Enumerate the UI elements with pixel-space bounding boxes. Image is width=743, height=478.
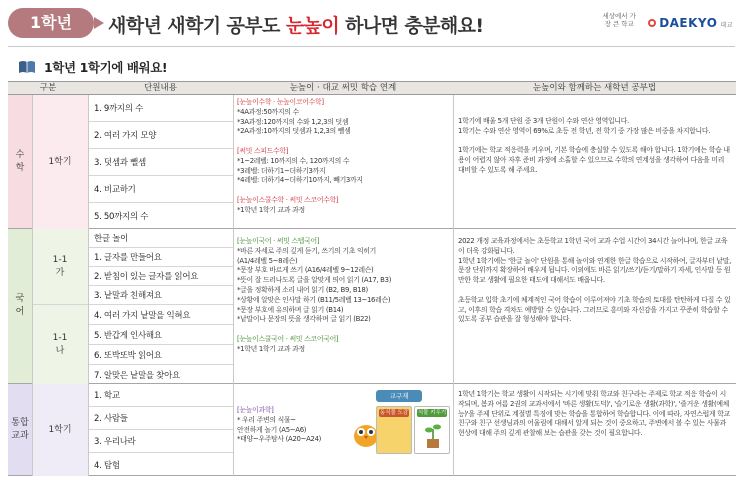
unit-item: 3. 우리나라 bbox=[88, 430, 233, 453]
headline-post: 하나면 충분해요! bbox=[339, 15, 484, 37]
category-label: 통합 교과 bbox=[11, 417, 29, 441]
col-header-category: 구분 bbox=[39, 83, 57, 93]
link-line: *상황에 알맞은 인사말 하기 (B11/5레벨 13~16레슨) bbox=[237, 295, 391, 304]
brand-logos bbox=[601, 10, 733, 36]
headline-pre: 새학년 새학기 공부도 bbox=[108, 15, 286, 37]
link-line: *3레벨: 더하기1~더하기3까지 bbox=[237, 166, 326, 175]
book-label: 식물 키우기 bbox=[417, 410, 447, 416]
spacer bbox=[458, 286, 732, 296]
book-icon bbox=[18, 60, 36, 74]
unit-item: 6. 또박또박 읽어요 bbox=[88, 345, 233, 365]
unit-item: 5. 50까지의 수 bbox=[94, 212, 149, 222]
section-heading bbox=[18, 58, 167, 76]
link-line: *태양~우주탐사 (A20~A24) bbox=[237, 435, 322, 444]
link-line: *1학년 1학기 교과 과정 bbox=[237, 344, 305, 353]
unit-item: 4. 비교하기 bbox=[88, 176, 233, 203]
unit-item: 2. 여러 가지 모양 bbox=[88, 122, 233, 149]
teaching-aids bbox=[352, 390, 448, 470]
integrated-section bbox=[8, 384, 736, 476]
method-paragraph: 1학기에 배울 5개 단원 중 3개 단원이 수와 연산 영역입니다. bbox=[458, 117, 629, 125]
method-paragraph: 1학년 1학기는 학교 생활이 시작되는 시기에 맞춰 학교와 친구라는 주제로 학교 적응 학습이 시작되며, 봄과 여름 2권의 교과서에서 '바른 생활(도덕)', '슬기로운 생활(과학)', '즐거운 생활(예체능)'을 주제 단위로 계절별 특징에 맞는 학습을 통합하여 학습합니다. 이에 따라, 자연스럽게 학교 친구와 친구 선생님과의 어울림에 대해서 알게 되는 것이 중요하고, 주변에서 볼 수 있는 사물과 현상에 대해 주의 깊게 관찰해 보는 습관을 갖는 것이 필요합니다. bbox=[458, 390, 730, 438]
link-line: * 우리 주변의 식물~ bbox=[237, 415, 296, 424]
semester-korean-b: 1-1 나 bbox=[32, 305, 88, 384]
link-line: *3A과정:120까지의 수와 1,2,3의 덧셈 bbox=[237, 117, 349, 126]
link-line: *바른 자세로 주의 깊게 듣기, 쓰기의 기초 익히기 bbox=[237, 246, 377, 255]
table-header-row bbox=[8, 81, 736, 95]
spacer bbox=[237, 137, 453, 147]
unit-item: 4. 여러 가지 낱말을 익혀요 bbox=[88, 305, 233, 325]
school-logo: 세상에서 가장 큰 학교 bbox=[602, 12, 636, 28]
unit-item: 7. 알맞은 낱말을 찾아요 bbox=[94, 370, 180, 381]
semester-math: 1학기 bbox=[32, 95, 88, 229]
curriculum-table bbox=[8, 81, 736, 476]
link-heading: [눈높이스쿨국어 · 써밋 스코어국어] bbox=[237, 334, 339, 343]
math-link-text bbox=[233, 98, 453, 216]
col-header-unit: 단원내용 bbox=[144, 83, 177, 93]
book-cover-2 bbox=[414, 406, 450, 454]
math-method-text bbox=[458, 117, 732, 176]
semester-integrated: 1학기 bbox=[32, 384, 88, 476]
unit-item: 4. 탐험 bbox=[94, 460, 120, 471]
link-heading: [눈높이과학] bbox=[237, 406, 274, 414]
integrated-units bbox=[88, 384, 233, 476]
headline bbox=[108, 11, 483, 38]
link-heading: [눈높이국어 · 써밋 스텝국어] bbox=[237, 237, 320, 245]
link-heading: [눈높이스쿨수학 · 써밋 스코어수학] bbox=[237, 195, 339, 204]
book-cover-1 bbox=[376, 406, 412, 454]
math-section bbox=[8, 95, 736, 229]
method-paragraph: 2022 개정 교육과정에서는 초등학교 1학년 국어 교과 수업 시간이 34시간 늘어나며, 한글 교육이 더욱 강화됩니다. bbox=[458, 237, 728, 255]
grid-line bbox=[233, 95, 234, 476]
unit-item: 5. 반갑게 인사해요 bbox=[88, 325, 233, 345]
plant-icon bbox=[423, 421, 443, 449]
daekyo-logo bbox=[647, 16, 733, 30]
spacer bbox=[237, 325, 453, 335]
link-line: *문장 부호에 유의하며 글 읽기 (B14) bbox=[237, 305, 344, 314]
category-math bbox=[8, 95, 32, 228]
brand-name: DAEKYO bbox=[659, 16, 718, 30]
unit-item: 3. 덧셈과 뺄셈 bbox=[88, 149, 233, 176]
unit-item: 한글 놀이 bbox=[88, 229, 233, 248]
link-heading: [써밋 스피드수학] bbox=[237, 146, 289, 155]
link-line: *2A과정:10까지의 덧셈과 1,2,3의 뺄셈 bbox=[237, 127, 351, 136]
link-line: *글을 정확하게 소리 내어 읽기 (B2, B9, B18) bbox=[237, 285, 368, 294]
aids-banner: 교구재 bbox=[376, 390, 422, 402]
category-label: 국 어 bbox=[15, 294, 25, 317]
link-line: 안전하게 놀기 (A5~A6) bbox=[237, 425, 307, 434]
link-line: *1~2레벨: 10까지의 수, 120까지의 수 bbox=[237, 156, 350, 165]
grid-line bbox=[453, 95, 454, 476]
category-korean bbox=[8, 229, 32, 383]
link-heading: [눈높이수학 · 눈높이코어수학] bbox=[237, 98, 324, 106]
korean-link-text bbox=[233, 237, 453, 355]
col-header-method: 눈높이와 함께하는 새학년 공부법 bbox=[532, 83, 657, 93]
headline-highlight: 눈높이 bbox=[285, 15, 340, 37]
math-units bbox=[88, 95, 233, 229]
link-line: *4A과정:50까지의 수 bbox=[237, 107, 299, 116]
method-paragraph: 1학년 1학기에는 '한글 놀이' 단원을 통해 놀이와 연계한 한글 학습으로 시작하여, 글자부터 낱말, 문장 단위까지 확장하여 배우게 됩니다. 이외에도 바른 읽기/쓰기/듣기/말하기 자세, 인사말 등 원만한 학교 생활에 필요한 태도에 대해서도 배웁니다. bbox=[458, 256, 732, 285]
unit-item: 2. 사람들 bbox=[88, 407, 233, 430]
grid-line bbox=[88, 95, 89, 476]
grid-line bbox=[32, 95, 33, 476]
unit-item: 3. 낱말과 친해져요 bbox=[88, 286, 233, 305]
section-title: 1학년 1학기에 배워요! bbox=[44, 60, 168, 75]
method-paragraph: 초등학교 입학 초기에 체계적인 국어 학습이 이루어져야 기초 학습의 토대를 탄탄하게 다질 수 있고, 이후의 학습 격차도 예방할 수 있습니다. 그러므로 흥미와 자신감을 가지고 꾸준히 학습할 수 있도록 공부 습관을 잘 형성해야 합니다. bbox=[458, 295, 731, 324]
col-header-link: 눈높이 · 대교 써밋 학습 연계 bbox=[289, 83, 397, 93]
link-line: *1학년 1학기 교과 과정 bbox=[237, 205, 305, 214]
korean-units bbox=[88, 229, 233, 384]
link-line: *뜻이 잘 드러나도록 글을 알맞게 띄어 읽기 (A17, B3) bbox=[237, 276, 392, 285]
semester-korean-a: 1-1 가 bbox=[32, 229, 88, 305]
link-line: *문장 부호 바르게 쓰기 (A16/4레벨 9~12레슨) bbox=[237, 266, 374, 275]
grade-badge: 1학년 bbox=[8, 8, 94, 38]
header-divider bbox=[8, 46, 735, 47]
integrated-method-text bbox=[458, 390, 732, 439]
unit-item: 2. 받침이 있는 글자를 읽어요 bbox=[88, 267, 233, 286]
unit-item: 1. 학교 bbox=[88, 384, 233, 407]
brand-sub: 대교 bbox=[720, 22, 733, 29]
book-label: 동식물 도감 bbox=[379, 410, 409, 416]
spacer bbox=[458, 137, 732, 147]
korean-method-text bbox=[458, 237, 732, 325]
method-paragraph: 1학기에는 학교 적응력을 키우며, 기본 학습에 충실할 수 있도록 해야 합니다. 1학기에는 학습 내용이 어렵지 않아 자후 준비 과정에 소홀할 수 있으므로 수학의 연계성을 생각하여 다음을 미리 대비할 수 있도록 해 주세요. bbox=[458, 146, 730, 174]
unit-item: 1. 9까지의 수 bbox=[88, 95, 233, 122]
link-line: (A1/4레벨 5~8레슨) bbox=[237, 256, 298, 265]
category-integrated bbox=[8, 384, 32, 475]
integrated-link-text bbox=[233, 406, 353, 445]
korean-section bbox=[8, 229, 736, 384]
link-line: *4레벨: 더하기4~더하기10까지, 빼기3까지 bbox=[237, 176, 363, 185]
method-paragraph: 1학기는 수와 연산 영역이 69%로 초등 전 학년, 전 학기 중 가장 많은 비중을 차지합니다. bbox=[458, 126, 711, 135]
category-label: 수 학 bbox=[15, 149, 25, 173]
spacer bbox=[237, 186, 453, 196]
logo-mark-icon bbox=[647, 18, 657, 28]
page-header bbox=[0, 0, 743, 52]
link-line: *낱말이나 문장의 뜻을 생각하며 글 읽기 (B22) bbox=[237, 315, 371, 324]
unit-item: 1. 글자를 만들어요 bbox=[88, 248, 233, 267]
